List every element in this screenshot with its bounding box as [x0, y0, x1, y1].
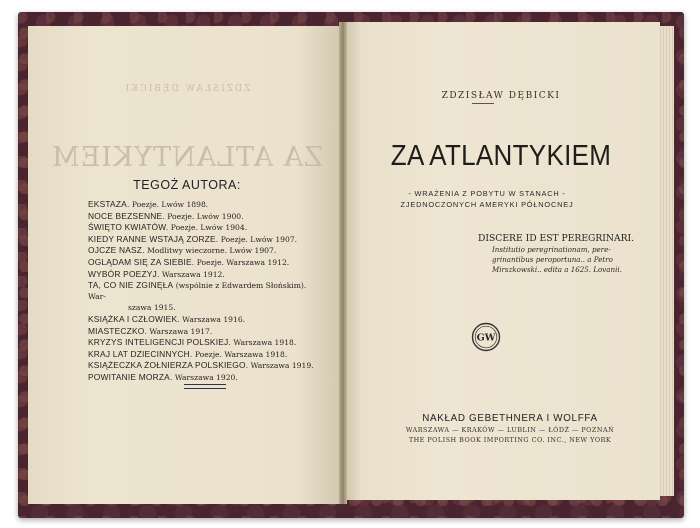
- motto-line-2: grinantibus peroportuna.. a Petro: [492, 255, 613, 264]
- short-rule-divider: [472, 103, 494, 104]
- work-item: POWITANIE MORZA. Warszawa 1920.: [88, 371, 238, 382]
- work-item: OGLĄDAM SIĘ ZA SIEBIE. Poezje. Warszawa 1912.: [88, 256, 290, 267]
- work-item: KRAJ LAT DZIECINNYCH. Poezje. Warszawa 1918.: [88, 348, 288, 359]
- work-item: EKSTAZA. Poezje. Lwów 1898.: [88, 199, 209, 209]
- double-rule-divider: [184, 384, 226, 389]
- work-item: KIEDY RANNE WSTAJĄ ZORZE. Poezje. Lwów 1907.: [88, 233, 298, 244]
- work-item: KSIĄŻKA I CZŁOWIEK. Warszawa 1916.: [88, 313, 246, 324]
- motto-heading: DISCERE ID EST PEREGRINARI.: [478, 233, 635, 244]
- publisher-name: NAKŁAD GEBETHNERA I WOLFFA: [422, 413, 598, 424]
- publisher-emblem-icon: [471, 322, 501, 352]
- work-item: KRYZYS INTELIGENCJI POLSKIEJ. Warszawa 1918.: [88, 337, 297, 348]
- work-item: ŚWIĘTO KWIATÓW. Poezje. Lwów 1904.: [88, 222, 248, 233]
- work-item: TA, CO NIE ZGINĘŁA (wspólnie z Edwardem Słońskim). War-: [88, 280, 307, 301]
- bleed-through-author: ZDZISŁAW DĘBICKI: [123, 84, 251, 94]
- subtitle-line-2: ZJEDNOCZONYCH AMERYKI PÓŁNOCNEJ: [400, 200, 574, 209]
- work-item: WYBÓR POEZYJ. Warszawa 1912.: [88, 268, 225, 279]
- subtitle-line-1: - WRAŻENIA Z POBYTU W STANACH -: [408, 189, 566, 198]
- other-works-list: [88, 199, 326, 384]
- work-item-continuation: szawa 1915.: [128, 303, 176, 313]
- work-item: KSIĄŻECZKA ŻOŁNIERZA POLSKIEGO. Warszawa 1919.: [88, 360, 314, 371]
- work-item: MIASTECZKO. Warszawa 1917.: [88, 325, 213, 336]
- book-title: ZA ATLANTYKIEM: [390, 138, 612, 172]
- bleed-through-title: ZA ATLANTYKIEM: [51, 142, 323, 173]
- publisher-cities: WARSZAWA — KRAKÓW — LUBLIN — ŁÓDŹ — POZNAŃ: [405, 426, 615, 434]
- work-item: OJCZE NASZ. Modlitwy wieczorne. Lwów 1907.: [88, 245, 277, 256]
- author-name: ZDZISŁAW DĘBICKI: [441, 91, 561, 101]
- emblem-monogram: GW: [476, 332, 496, 344]
- work-item: NOCE BEZSENNE. Poezje. Lwów 1900.: [88, 210, 244, 221]
- other-works-heading: TEGOŻ AUTORA:: [133, 178, 241, 192]
- importer-line: THE POLISH BOOK IMPORTING CO. INC., NEW YORK: [408, 436, 612, 444]
- motto-line-1: Institutio peregrinationam, pere-: [492, 245, 611, 254]
- motto-line-3: Mirszkowski.. edita a 1625. Lovanii.: [492, 265, 622, 274]
